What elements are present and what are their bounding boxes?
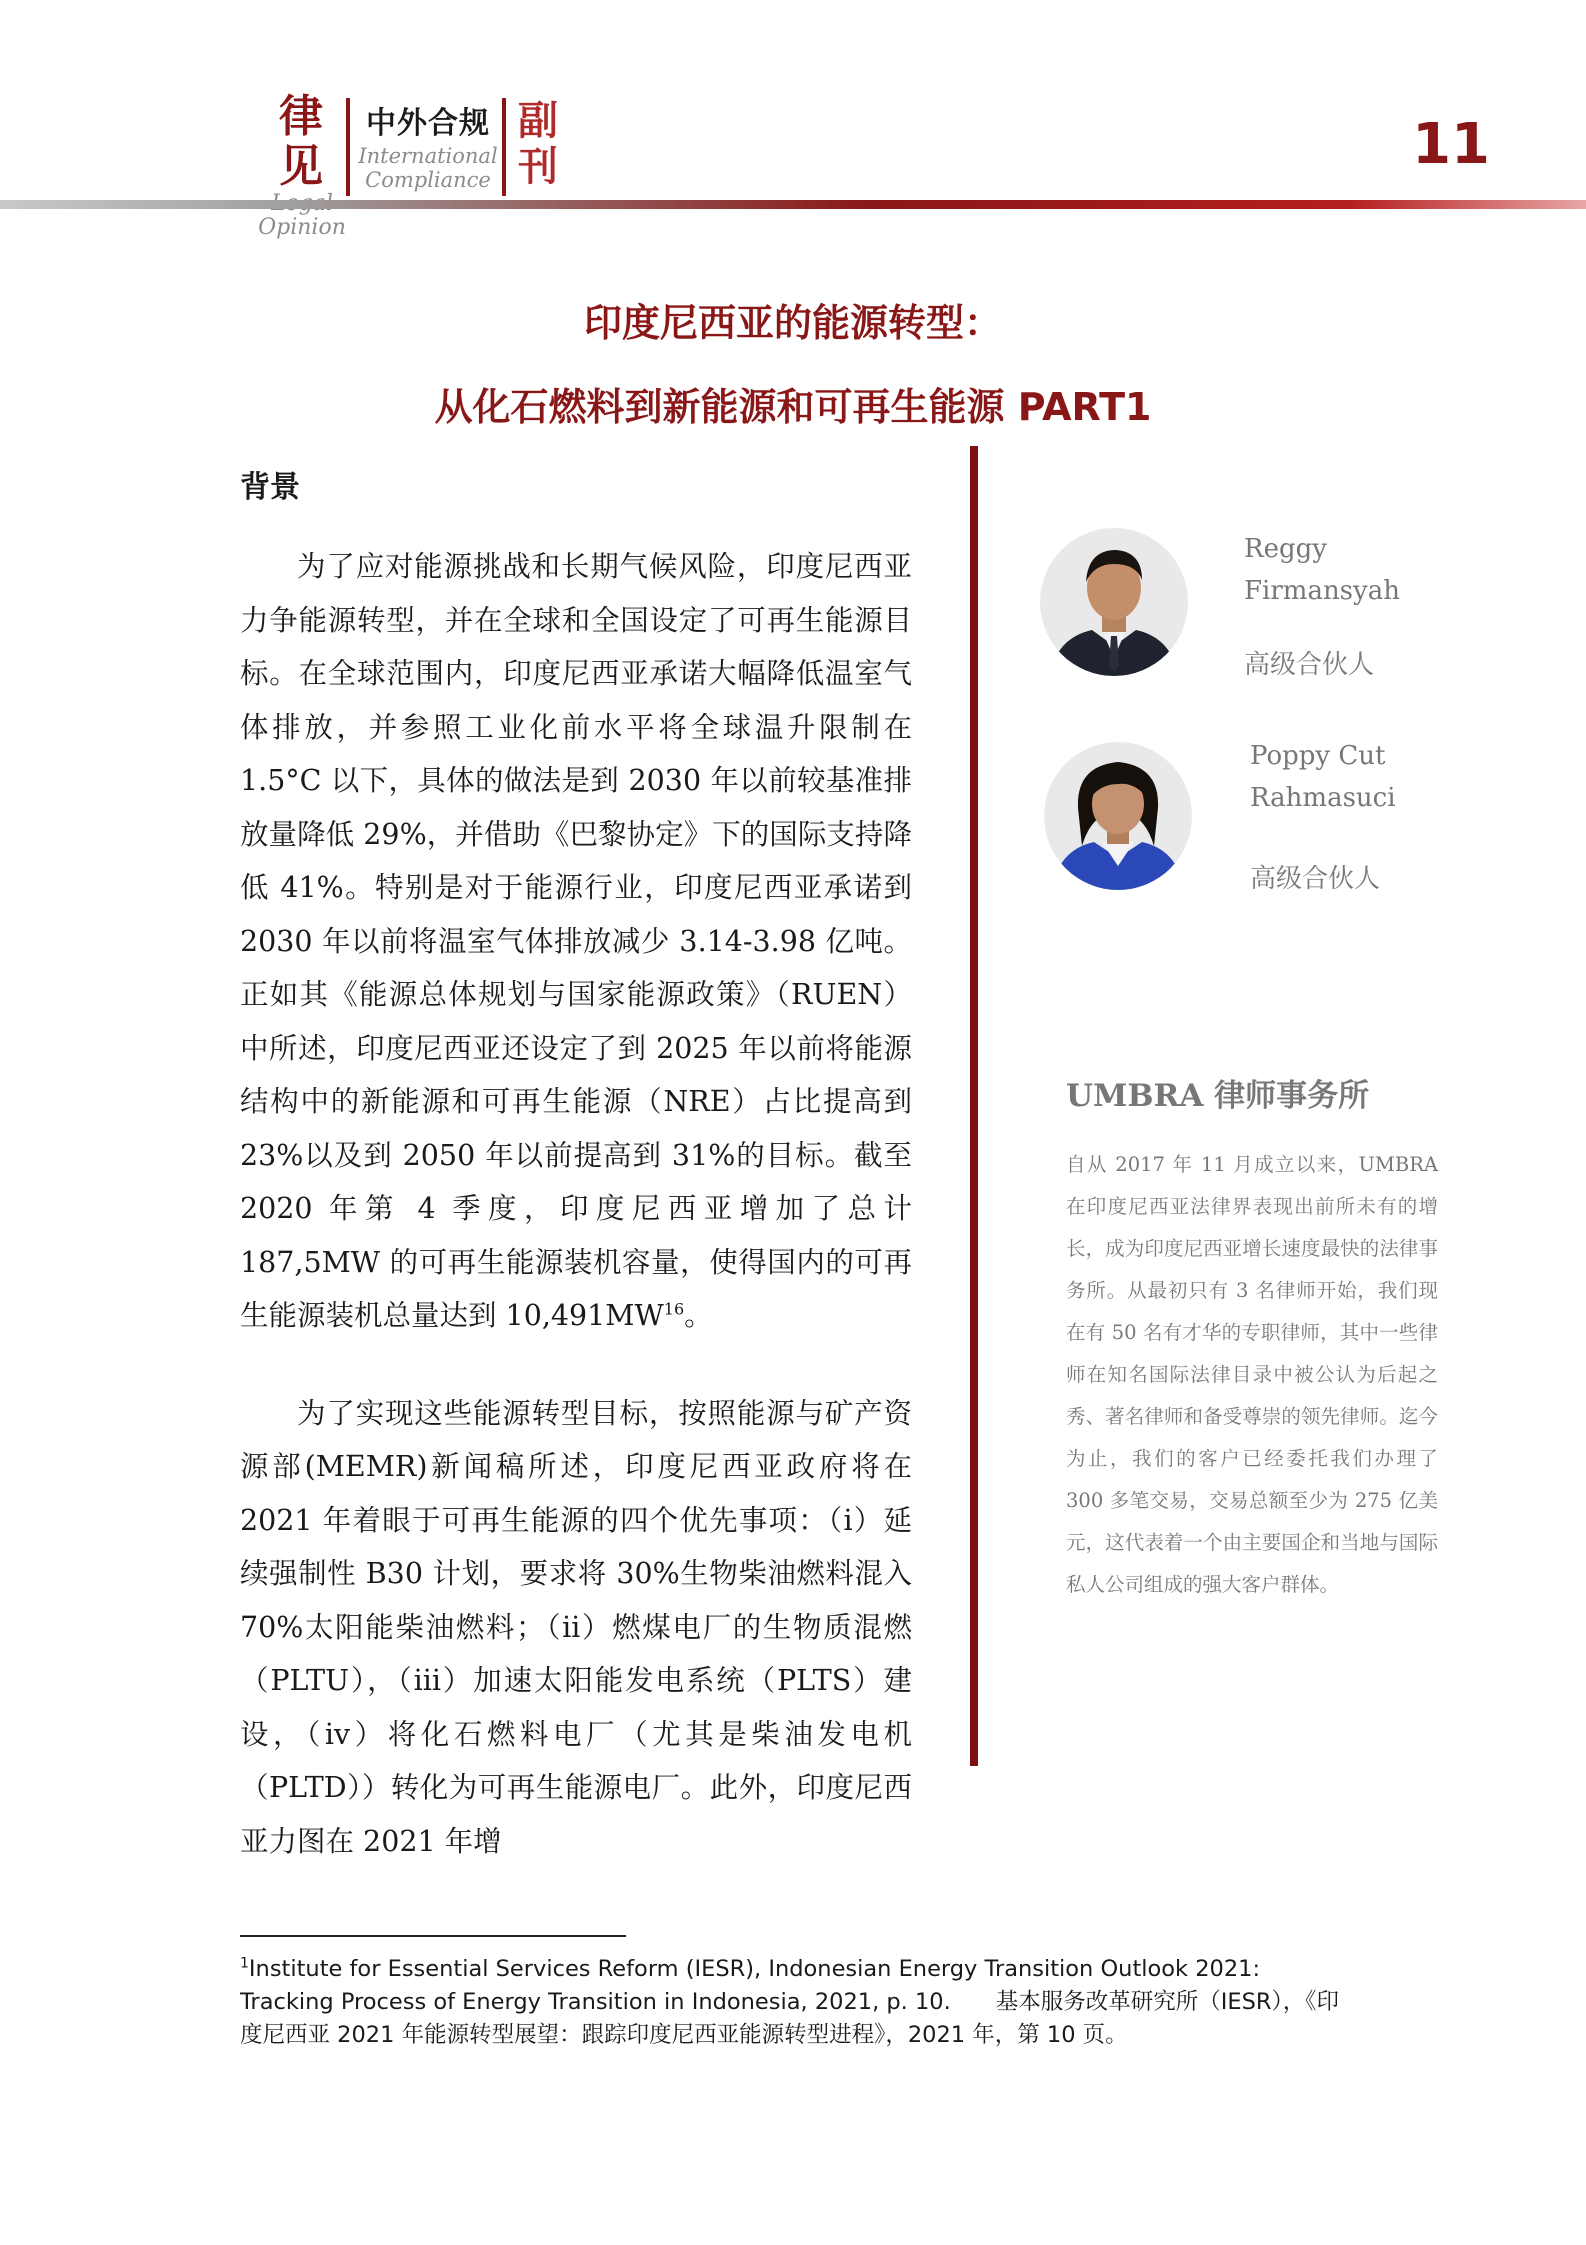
logo-supplement-1: 副 (518, 98, 558, 144)
paragraph-2: 为了实现这些能源转型目标，按照能源与矿产资源部(MEMR)新闻稿所述，印度尼西亚政府将在 2021 年着眼于可再生能源的四个优先事项：（i）延续强制性 B30 计划，要求将 30%生物柴油燃料混入 70%太阳能柴油燃料；（ii）燃煤电厂的生物质混燃（PLTU），（iii）加速太阳能发电系统（PLTS）建设，（iv）将化石燃料电厂（尤其是柴油发电机（PLTD））转化为可再生能源电厂。此外，印度尼西亚力图在 2021 年增 (240, 1396, 912, 1858)
author-portrait-2-icon (1044, 742, 1192, 890)
author-photo-reggy (1040, 528, 1188, 676)
firm-description: 自从 2017 年 11 月成立以来，UMBRA 在印度尼西亚法律界表现出前所未有的增长，成为印度尼西亚增长速度最快的法律事务所。从最初只有 3 名律师开始，我们现在有 50 名有才华的专职律师，其中一些律师在知名国际法律目录中被公认为后起之秀、著名律师和备受尊崇的领先律师。迄今为止，我们的客户已经委托我们办理了 300 多笔交易，交易总额至少为 275 亿美元，这代表着一个由主要国企和当地与国际私人公司组成的强大客户群体。 (1066, 1153, 1438, 1596)
section-heading: 背景 (240, 470, 300, 505)
author-1-first-name: Reggy (1244, 534, 1327, 564)
legal-opinion-logo (258, 92, 346, 240)
logo-main-cn: 律见 (279, 91, 325, 192)
logo-sub-en-2: Compliance (365, 168, 491, 192)
paragraph-1 (240, 540, 912, 1343)
author-2-first-name: Poppy Cut (1250, 741, 1386, 771)
author-2-last-name: Rahmasuci (1250, 783, 1396, 813)
author-portrait-1-icon (1040, 528, 1188, 676)
author-1-role: 高级合伙人 (1244, 650, 1375, 680)
header-rule (0, 200, 1586, 209)
logo-main-en-2: Opinion (258, 215, 346, 240)
compliance-logo (358, 104, 498, 192)
page-header (0, 0, 1586, 240)
column-divider (970, 446, 978, 1766)
logo-supplement-2: 刊 (518, 144, 558, 190)
paragraph-1-end: 。 (684, 1299, 713, 1332)
page-number: 11 (1412, 112, 1490, 177)
logo-divider-2 (502, 98, 506, 196)
footnote-marker: 1 (240, 1955, 249, 1972)
article-body (240, 462, 912, 1868)
author-photo-poppy (1044, 742, 1192, 890)
article-title-line-2: 从化石燃料到新能源和可再生能源 PART1 (434, 385, 1152, 429)
logo-sub-cn: 中外合规 (366, 106, 490, 141)
footnote-rule (240, 1935, 626, 1937)
author-1-last-name: Firmansyah (1244, 576, 1400, 606)
logo-sub-en-1: International (358, 144, 498, 168)
supplement-logo (518, 98, 558, 190)
paragraph-1-text: 为了应对能源挑战和长期气候风险，印度尼西亚力争能源转型，并在全球和全国设定了可再生能源目标。在全球范围内，印度尼西亚承诺大幅降低温室气体排放，并参照工业化前水平将全球温升限制在 1.5°C 以下，具体的做法是到 2030 年以前较基准排放量降低 29%，并借助《巴黎协定》下的国际支持降低 41%。特别是对于能源行业，印度尼西亚承诺到 2030 年以前将温室气体排放减少 3.14-3.98 亿吨。正如其《能源总体规划与国家能源政策》（RUEN）中所述，印度尼西亚还设定了到 2025 年以前将能源结构中的新能源和可再生能源（NRE）占比提高到 23%以及到 2050 年以前提高到 31%的目标。截至 2020 年第 4 季度，印度尼西亚增加了总计 187,5MW 的可再生能源装机容量，使得国内的可再生能源装机总量达到 10,491MW (240, 550, 912, 1332)
article-title-line-1: 印度尼西亚的能源转型： (583, 301, 1002, 345)
author-2-role: 高级合伙人 (1250, 864, 1381, 894)
footnote (240, 1953, 1360, 2052)
logo-divider-1 (346, 98, 350, 196)
firm-name: UMBRA 律师事务所 (1066, 1078, 1370, 1114)
footnote-text: Institute for Essential Services Reform (IESR), Indonesian Energy Transition Outlook 2021: Tracking Process of Energy Transition in Indonesia, 2021, p. 10. 基本服务改革研究所（IESR），《印度尼西亚 2021 年能源转型展望：跟踪印度尼西亚能源转型进程》，2021 年，第 10 页。 (240, 1956, 1340, 2048)
footnote-ref[interactable]: 16 (663, 1299, 685, 1319)
